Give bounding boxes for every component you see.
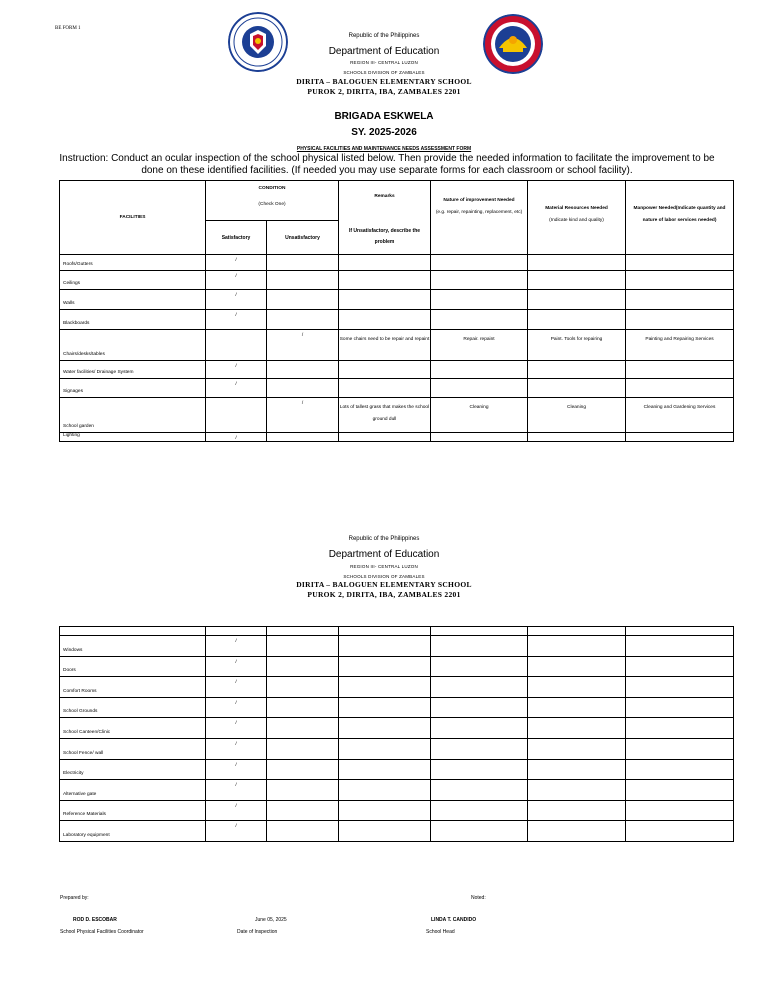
remarks-cell [339,290,431,310]
school-year: SY. 2025-2026 [351,127,417,138]
table-row [60,718,734,739]
facility-cell: Laboratory equipment [60,821,206,842]
material-cell [528,310,626,330]
satisfactory-cell: / [206,271,267,290]
facility-cell: Electricity [60,759,206,780]
table-row [60,398,734,433]
empty-cell [267,821,339,842]
nature-cell: Cleaning [431,398,528,433]
header2-division: SCHOOLS DIVISION OF ZAMBALES [343,574,425,579]
empty-cell [528,636,626,657]
remarks-cell [339,255,431,271]
satisfactory-cell: / [206,759,267,780]
facility-cell: Windows [60,636,206,657]
empty-cell [431,677,528,698]
table-row [60,759,734,780]
nature-cell [431,361,528,379]
material-cell: Paint. Tools for repairing [528,330,626,361]
header-republic: Republic of the Philippines [348,33,420,39]
empty-cell [431,656,528,677]
facility-cell: Water facilities/ Drainage System [60,361,206,379]
col-unsatisfactory: Unsatisfactory [267,221,339,255]
material-cell: Cleaning [528,398,626,433]
noted-label: Noted: [471,895,486,901]
empty-cell [339,738,431,759]
page-title: BRIGADA ESKWELA [334,111,434,122]
preparer-role: School Physical Facilities Coordinator [60,929,144,935]
nature-cell [431,271,528,290]
satisfactory-cell: / [206,310,267,330]
facility-cell: School garden [60,398,206,433]
header-school: DIRITA – BALOGUEN ELEMENTARY SCHOOL [296,77,472,86]
nature-cell: Repair. repaint [431,330,528,361]
empty-cell [626,800,734,821]
empty-cell [626,821,734,842]
col-manpower: Manpower Needed(Indicate quantity and nature of labor services needed) [626,181,734,255]
unsatisfactory-cell [267,433,339,442]
empty-cell [267,718,339,739]
material-cell [528,433,626,442]
facility-cell: Blackboards [60,310,206,330]
facility-cell: Ceilings [60,271,206,290]
table-row [60,361,734,379]
empty-cell [339,677,431,698]
satisfactory-cell: / [206,821,267,842]
empty-cell [339,759,431,780]
facility-cell: Chairs/desks/tables [60,330,206,361]
facilities-table-continued [59,626,734,842]
empty-cell [431,800,528,821]
empty-cell [267,759,339,780]
empty-cell [626,780,734,801]
facility-cell: School Canteen/Clinic [60,718,206,739]
satisfactory-cell [206,398,267,433]
empty-cell [431,738,528,759]
nature-cell [431,290,528,310]
table-row [60,697,734,718]
manpower-cell [626,271,734,290]
facility-cell: School Fence/ wall [60,738,206,759]
empty-cell [267,627,339,636]
empty-cell [626,677,734,698]
table-row [60,656,734,677]
unsatisfactory-cell: / [267,330,339,361]
table-row [60,821,734,842]
satisfactory-cell [206,330,267,361]
satisfactory-cell: / [206,636,267,657]
preparer-name: ROD D. ESCOBAR [73,917,117,923]
table-row [60,800,734,821]
empty-cell [267,780,339,801]
empty-cell [431,759,528,780]
manpower-cell [626,379,734,398]
col-nature: Nature of improvement Needed (e.g. repair, repainting, replacement, etc) [431,181,528,255]
facility-cell: Signages [60,379,206,398]
empty-cell [528,821,626,842]
empty-cell [528,677,626,698]
table-row [60,780,734,801]
header2-department: Department of Education [328,549,440,560]
remarks-cell [339,271,431,290]
nature-cell [431,310,528,330]
manpower-cell [626,255,734,271]
unsatisfactory-cell [267,255,339,271]
header-region: REGION III- CENTRAL LUZON [350,60,418,65]
empty-cell [339,636,431,657]
table-row [60,330,734,361]
form-number: BE FORM 1 [55,26,81,31]
facility-cell [60,627,206,636]
remarks-cell [339,433,431,442]
satisfactory-cell: / [206,433,267,442]
facility-cell: Lighting [60,433,206,442]
remarks-cell: Lots of tallest grass that makes the school ground dull [339,398,431,433]
header-division: SCHOOLS DIVISION OF ZAMBALES [343,70,425,75]
remarks-cell [339,361,431,379]
satisfactory-cell: / [206,800,267,821]
unsatisfactory-cell [267,290,339,310]
empty-cell [626,738,734,759]
empty-cell [431,697,528,718]
empty-cell [339,718,431,739]
satisfactory-cell: / [206,718,267,739]
table-row [60,310,734,330]
manpower-cell [626,361,734,379]
facility-cell: Roofs/Gutters [60,255,206,271]
empty-cell [431,636,528,657]
empty-cell [528,718,626,739]
material-cell [528,271,626,290]
table-row [60,379,734,398]
table-row [60,255,734,271]
empty-cell [528,759,626,780]
satisfactory-cell: / [206,780,267,801]
nature-cell [431,379,528,398]
empty-cell [431,821,528,842]
empty-cell [339,821,431,842]
head-role: School Head [426,929,455,935]
table-row [60,627,734,636]
empty-cell [528,656,626,677]
empty-cell [339,656,431,677]
satisfactory-cell: / [206,738,267,759]
instruction-text: Instruction: Conduct an ocular inspection of the school physical listed below. Then provide the needed information to facilitate the improvement to be done on these identified facilities. (If needed you may use separate forms for each classroom or school facility). [59,153,715,176]
empty-cell [528,780,626,801]
table-row [60,738,734,759]
facility-cell: Alternative gate [60,780,206,801]
satisfactory-cell [206,627,267,636]
date-label: Date of Inspection [237,929,278,935]
satisfactory-cell: / [206,290,267,310]
nature-cell [431,433,528,442]
manpower-cell [626,433,734,442]
unsatisfactory-cell [267,310,339,330]
manpower-cell [626,310,734,330]
facility-cell: Walls [60,290,206,310]
manpower-cell: Cleaning and Gardening Services [626,398,734,433]
empty-cell [267,636,339,657]
satisfactory-cell: / [206,656,267,677]
empty-cell [626,636,734,657]
empty-cell [339,780,431,801]
remarks-cell [339,379,431,398]
material-cell [528,290,626,310]
empty-cell [431,780,528,801]
remarks-cell [339,310,431,330]
facility-cell: Comfort Rooms [60,677,206,698]
empty-cell [339,697,431,718]
empty-cell [626,627,734,636]
empty-cell [339,627,431,636]
manpower-cell: Painting and Repairing Services [626,330,734,361]
col-facilities: FACILITIES [60,181,206,255]
unsatisfactory-cell [267,361,339,379]
prepared-by-label: Prepared by: [60,895,89,901]
form-title: PHYSICAL FACILITIES AND MAINTENANCE NEEDS ASSESSMENT FORM [296,146,472,152]
table-row [60,677,734,698]
unsatisfactory-cell [267,271,339,290]
header2-region: REGION III- CENTRAL LUZON [350,564,418,569]
facility-cell: Reference Materials [60,800,206,821]
empty-cell [626,718,734,739]
empty-cell [431,718,528,739]
empty-cell [267,656,339,677]
empty-cell [626,656,734,677]
empty-cell [528,627,626,636]
header-department: Department of Education [328,46,440,57]
empty-cell [267,697,339,718]
satisfactory-cell: / [206,255,267,271]
nature-cell [431,255,528,271]
manpower-cell [626,290,734,310]
remarks-cell: Some chairs need to be repair and repaint [339,330,431,361]
facility-cell: Doors [60,656,206,677]
material-cell [528,361,626,379]
satisfactory-cell: / [206,677,267,698]
empty-cell [431,627,528,636]
division-seal-icon [483,14,543,74]
header2-address: PUROK 2, DIRITA, IBA, ZAMBALES 2201 [307,590,461,599]
material-cell [528,255,626,271]
inspection-date: June 05, 2025 [255,917,287,923]
empty-cell [528,800,626,821]
col-remarks-sub: If Unsatisfactory, describe the problem [339,221,431,255]
empty-cell [267,738,339,759]
col-condition: CONDITION (Check One) [206,181,339,221]
col-satisfactory: Satisfactory [206,221,267,255]
satisfactory-cell: / [206,697,267,718]
header2-school: DIRITA – BALOGUEN ELEMENTARY SCHOOL [296,580,472,589]
material-cell [528,379,626,398]
table-row [60,636,734,657]
head-name: LINDA T. CANDIDO [431,917,477,923]
unsatisfactory-cell [267,379,339,398]
empty-cell [626,697,734,718]
table-row [60,433,734,442]
table-row [60,290,734,310]
unsatisfactory-cell: / [267,398,339,433]
facility-cell: School Grounds [60,697,206,718]
empty-cell [528,697,626,718]
satisfactory-cell: / [206,361,267,379]
table-row [60,271,734,290]
empty-cell [339,800,431,821]
header2-republic: Republic of the Philippines [348,536,420,542]
col-material: Material Resources Needed (Indicate kind and quality) [528,181,626,255]
empty-cell [626,759,734,780]
col-remarks: Remarks [339,181,431,221]
satisfactory-cell: / [206,379,267,398]
empty-cell [528,738,626,759]
facilities-table [59,180,734,442]
header-address: PUROK 2, DIRITA, IBA, ZAMBALES 2201 [307,87,461,96]
empty-cell [267,800,339,821]
empty-cell [267,677,339,698]
